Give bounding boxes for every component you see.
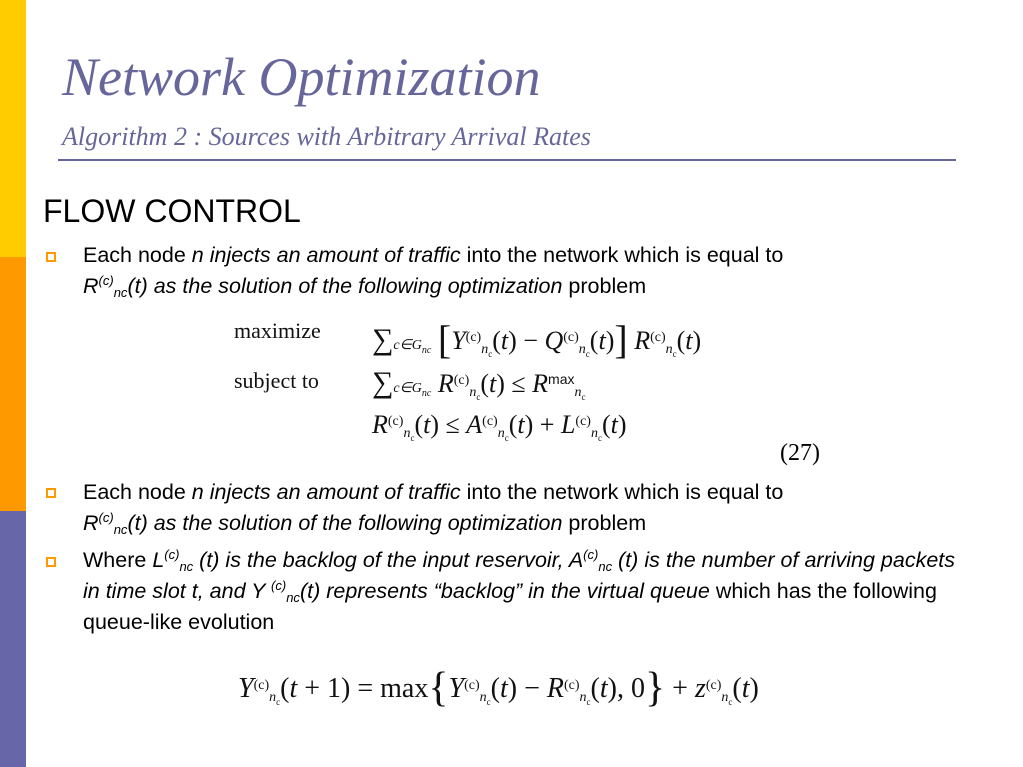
text-run: Where — [83, 548, 153, 572]
slide-subtitle: Algorithm 2 : Sources with Arbitrary Arrival Rates — [62, 122, 591, 151]
text-run: which has the following queue-like evolution — [83, 579, 937, 634]
text-run-italic: (t) as the solution of the following optimization — [127, 511, 563, 535]
accent-stripe-orange — [0, 257, 26, 511]
text-run: into the network which is equal to — [460, 480, 784, 504]
section-heading: FLOW CONTROL — [43, 193, 301, 229]
text-run-italic: (t) is the number of arriving packets in time slot t, and Y — [83, 548, 956, 603]
subscript: nc — [113, 522, 128, 537]
subscript: nc — [113, 285, 128, 300]
accent-stripe-purple — [0, 511, 26, 767]
objective-function: $\sum c\in G_{nc}$ $[Y^{(c)}_{n_c}(t) - Q^{(c)}_{n_c}(t)]$ $R^{(c)}_{n_c}(t)$ — [372, 317, 702, 362]
superscript: (c) — [583, 547, 599, 562]
superscript: (c) — [98, 510, 114, 525]
bullet-text-3 — [83, 545, 963, 638]
maximize-label: maximize — [234, 318, 321, 343]
bullet-text-2 — [83, 477, 963, 539]
text-run: Each node — [83, 480, 192, 504]
text-run-italic: R — [83, 511, 99, 535]
text-run-italic: (t) is the backlog of the input reservoir, A — [193, 548, 584, 572]
text-run-italic: (t) represents “backlog” in the virtual queue — [299, 579, 710, 603]
bullet-text-1 — [83, 240, 963, 302]
text-run: Each node — [83, 243, 192, 267]
bullet-square-icon — [46, 488, 56, 498]
optimization-problem — [234, 310, 834, 475]
text-run-italic: R — [83, 274, 99, 298]
text-run-italic: n injects an amount of traffic — [191, 243, 461, 267]
bullet-square-icon — [46, 252, 56, 262]
subscript: nc — [179, 559, 194, 574]
text-run-italic: L — [152, 548, 165, 572]
superscript: (c) — [271, 578, 287, 593]
text-run: problem — [562, 511, 647, 535]
text-run: into the network which is equal to — [460, 243, 784, 267]
text-run: problem — [562, 274, 647, 298]
equation-number: (27) — [780, 440, 820, 466]
text-run-italic: (t) as the solution of the following optimization — [127, 274, 563, 298]
subject-to-label: subject to — [234, 368, 319, 393]
title-divider — [58, 159, 956, 161]
superscript: (c) — [164, 547, 180, 562]
bullet-square-icon — [46, 557, 56, 567]
constraint-1: $\sum c\in G_{nc}$ $R^{(c)}_{n_c}(t) \le R^{max}_{n_c}$ — [372, 366, 586, 402]
subscript: nc — [598, 559, 613, 574]
subscript: nc — [286, 590, 300, 605]
slide-title: Network Optimization — [62, 47, 541, 107]
constraint-2: $R^{(c)}_{n_c}(t) \le A^{(c)}_{n_c}(t) + L^{(c)}_{n_c}(t)$ — [372, 410, 627, 443]
text-run-italic: n injects an amount of traffic — [191, 480, 461, 504]
superscript: (c) — [98, 273, 114, 288]
queue-evolution-equation: $Y^{(c)}_{n_c}(t + 1) = \max\{Y^{(c)}_{n_c}(t) - R^{(c)}_{n_c}(t)$, $0\} + z^{(c)}_{n_c}(t)$ — [238, 665, 759, 711]
accent-stripe-yellow — [0, 0, 26, 257]
